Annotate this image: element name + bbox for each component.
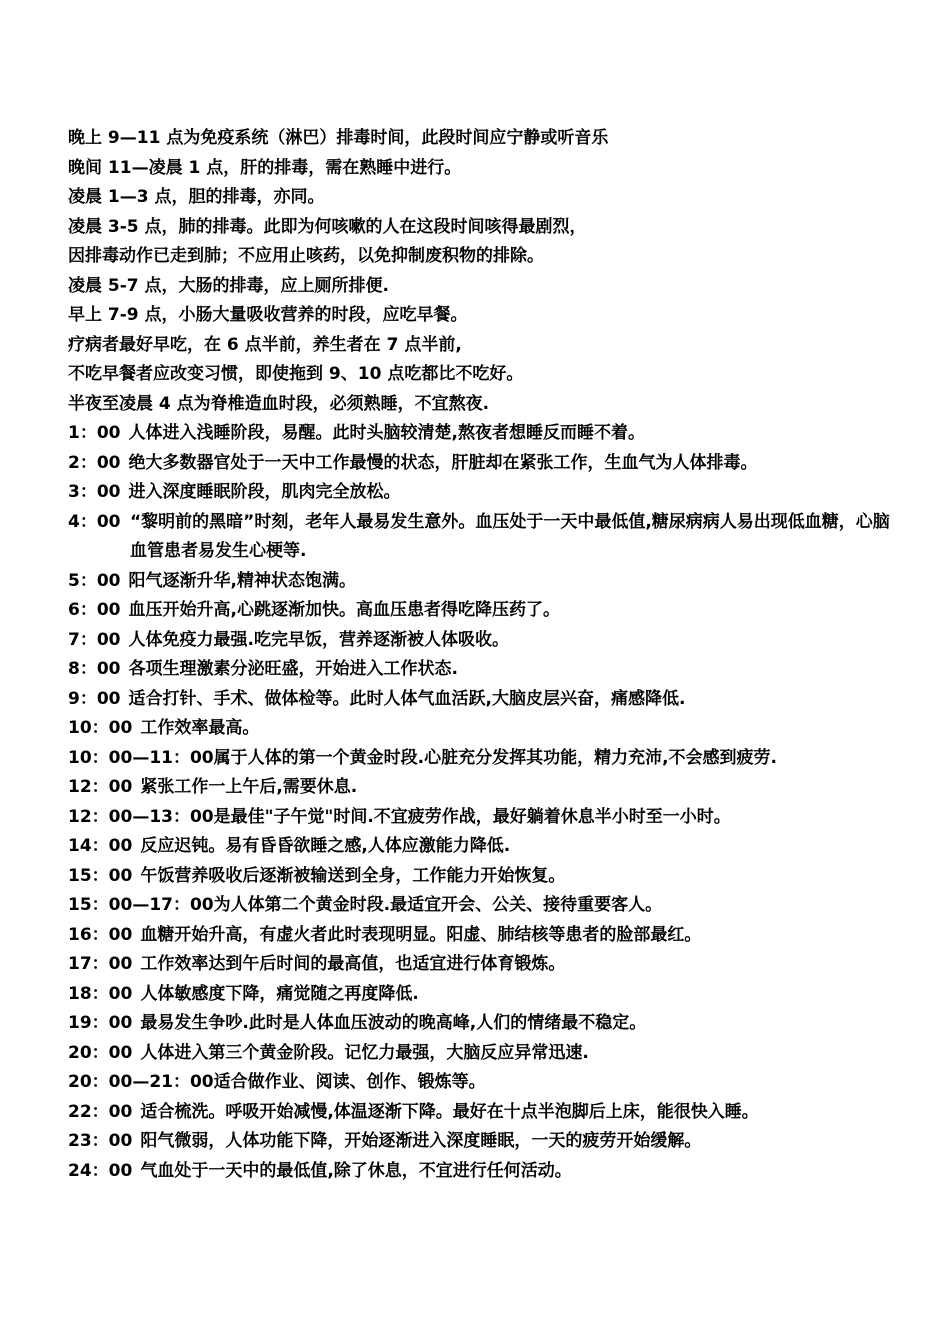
schedule-text: 血压开始升高,心跳逐渐加快。高血压患者得吃降压药了。 bbox=[128, 600, 560, 620]
schedule-text: 绝大多数器官处于一天中工作最慢的状态，肝脏却在紧张工作，生血气为人体排毒。 bbox=[128, 452, 758, 473]
intro-line: 早上 7-9 点，小肠大量吸收营养的时段，应吃早餐。 bbox=[68, 305, 468, 325]
schedule-time: 4：00 bbox=[68, 511, 121, 532]
schedule-entry bbox=[68, 862, 898, 892]
schedule-time: 17：00 bbox=[68, 954, 133, 974]
schedule-time: 20：00 bbox=[68, 1042, 133, 1063]
schedule-text: 气血处于一天中的最低值,除了休息，不宜进行任何活动。 bbox=[140, 1160, 572, 1181]
schedule-entry bbox=[68, 832, 898, 862]
schedule-entry bbox=[68, 773, 898, 803]
schedule-time: 18：00 bbox=[68, 983, 133, 1004]
schedule-text: 各项生理激素分泌旺盛，开始进入工作状态. bbox=[128, 659, 458, 679]
schedule-text: 为人体第二个黄金时段.最适宜开会、公关、接待重要客人。 bbox=[213, 895, 663, 915]
schedule-text: 阳气微弱，人体功能下降，开始逐渐进入深度睡眠，一天的疲劳开始缓解。 bbox=[140, 1131, 702, 1151]
schedule-text: 进入深度睡眠阶段，肌肉完全放松。 bbox=[128, 482, 401, 502]
schedule-time: 2：00 bbox=[68, 452, 121, 473]
schedule-entry bbox=[68, 567, 898, 597]
schedule-entry bbox=[68, 714, 898, 744]
schedule-time: 23：00 bbox=[68, 1131, 133, 1151]
schedule-time: 22：00 bbox=[68, 1101, 133, 1122]
intro-line: 凌晨 1—3 点，胆的排毒，亦同。 bbox=[68, 187, 325, 207]
schedule-text: 工作效率最高。 bbox=[140, 718, 260, 738]
schedule-entry bbox=[68, 626, 898, 656]
schedule-time: 9：00 bbox=[68, 688, 121, 709]
schedule-time: 12：00—13：00 bbox=[68, 806, 214, 827]
schedule-text: 工作效率达到午后时间的最高值，也适宜进行体育锻炼。 bbox=[140, 954, 566, 974]
schedule-time: 8：00 bbox=[68, 659, 121, 679]
schedule-entry bbox=[68, 744, 898, 774]
schedule-entry bbox=[68, 508, 898, 567]
schedule-time: 3：00 bbox=[68, 482, 121, 502]
schedule-text: 紧张工作一上午后,需要休息. bbox=[140, 777, 358, 797]
schedule-time: 20：00—21：00 bbox=[68, 1072, 214, 1092]
schedule-entry bbox=[68, 419, 898, 449]
schedule-text: 人体进入第三个黄金阶段。记忆力最强，大脑反应异常迅速. bbox=[140, 1042, 589, 1063]
intro-line: 疗病者最好早吃，在 6 点半前，养生者在 7 点半前, bbox=[68, 334, 462, 355]
intro-line: 晚上 9—11 点为免疫系统（淋巴）排毒时间，此段时间应宁静或听音乐 bbox=[68, 128, 609, 148]
schedule-entry bbox=[68, 596, 898, 626]
intro-line: 不吃早餐者应改变习惯，即使拖到 9、10 点吃都比不吃好。 bbox=[68, 364, 524, 384]
schedule-entry bbox=[68, 449, 898, 479]
schedule-entry bbox=[68, 1098, 898, 1128]
schedule-entry bbox=[68, 1039, 898, 1069]
intro-line: 凌晨 5-7 点，大肠的排毒，应上厕所排便. bbox=[68, 275, 390, 296]
schedule-text: 阳气逐渐升华,精神状态饱满。 bbox=[128, 570, 356, 591]
schedule-time: 15：00 bbox=[68, 865, 133, 886]
schedule-entry bbox=[68, 921, 898, 951]
schedule-text: 血糖开始升高，有虚火者此时表现明显。阳虚、肺结核等患者的脸部最红。 bbox=[140, 924, 702, 945]
schedule-text: 最易发生争吵.此时是人体血压波动的晚高峰,人们的情绪最不稳定。 bbox=[140, 1013, 647, 1033]
schedule-time: 1：00 bbox=[68, 423, 121, 443]
schedule-text: 适合做作业、阅读、创作、锻炼等。 bbox=[213, 1072, 486, 1092]
schedule-text: 人体敏感度下降，痛觉随之再度降低. bbox=[140, 983, 419, 1004]
schedule-entry bbox=[68, 1127, 898, 1157]
schedule-text: 午饭营养吸收后逐渐被输送到全身，工作能力开始恢复。 bbox=[140, 865, 566, 886]
schedule-time: 12：00 bbox=[68, 777, 133, 797]
schedule-text: 人体免疫力最强.吃完早饭，营养逐渐被人体吸收。 bbox=[128, 629, 509, 650]
schedule-time: 10：00—11：00 bbox=[68, 747, 214, 768]
schedule-entry bbox=[68, 950, 898, 980]
schedule-entry bbox=[68, 803, 898, 833]
schedule-entry bbox=[68, 478, 898, 508]
schedule-time: 19：00 bbox=[68, 1013, 133, 1033]
schedule-time: 15：00—17：00 bbox=[68, 895, 214, 915]
schedule-text: “黎明前的黑暗”时刻，老年人最易发生意外。血压处于一天中最低值,糖尿病病人易出现低血糖，心脑血管患者易发生心梗等. bbox=[130, 511, 890, 561]
intro-line: 晚间 11—凌晨 1 点，肝的排毒，需在熟睡中进行。 bbox=[68, 157, 462, 178]
schedule-entry bbox=[68, 685, 898, 715]
schedule-entry bbox=[68, 655, 898, 685]
intro-line: 凌晨 3-5 点，肺的排毒。此即为何咳嗽的人在这段时间咳得最剧烈， bbox=[68, 216, 587, 237]
schedule-time: 5：00 bbox=[68, 570, 121, 591]
schedule-entry bbox=[68, 1157, 898, 1187]
schedule-time: 16：00 bbox=[68, 924, 133, 945]
intro-line: 因排毒动作已走到肺；不应用止咳药，以免抑制废积物的排除。 bbox=[68, 246, 544, 266]
document-body bbox=[68, 124, 898, 1186]
schedule-entry bbox=[68, 1068, 898, 1098]
intro-line: 半夜至凌晨 4 点为脊椎造血时段，必须熟睡，不宜熬夜. bbox=[68, 393, 490, 414]
schedule-text: 人体进入浅睡阶段，易醒。此时头脑较清楚,熬夜者想睡反而睡不着。 bbox=[128, 423, 645, 443]
schedule-text: 属于人体的第一个黄金时段.心脏充分发挥其功能，精力充沛,不会感到疲劳. bbox=[213, 747, 778, 768]
schedule-time: 7：00 bbox=[68, 629, 121, 650]
schedule-entry bbox=[68, 891, 898, 921]
schedule-time: 14：00 bbox=[68, 836, 133, 856]
schedule-time: 10：00 bbox=[68, 718, 133, 738]
schedule-entry bbox=[68, 980, 898, 1010]
schedule-text: 是最佳"子午觉"时间.不宜疲劳作战，最好躺着休息半小时至一小时。 bbox=[213, 806, 731, 827]
schedule-time: 6：00 bbox=[68, 600, 121, 620]
schedule-entry bbox=[68, 1009, 898, 1039]
schedule-text: 反应迟钝。易有昏昏欲睡之感,人体应激能力降低. bbox=[140, 836, 511, 856]
schedule-time: 24：00 bbox=[68, 1160, 133, 1181]
schedule-text: 适合梳洗。呼吸开始减慢,体温逐渐下降。最好在十点半泡脚后上床，能很快入睡。 bbox=[140, 1101, 759, 1122]
schedule-text: 适合打针、手术、做体检等。此时人体气血活跃,大脑皮层兴奋，痛感降低. bbox=[128, 688, 686, 709]
